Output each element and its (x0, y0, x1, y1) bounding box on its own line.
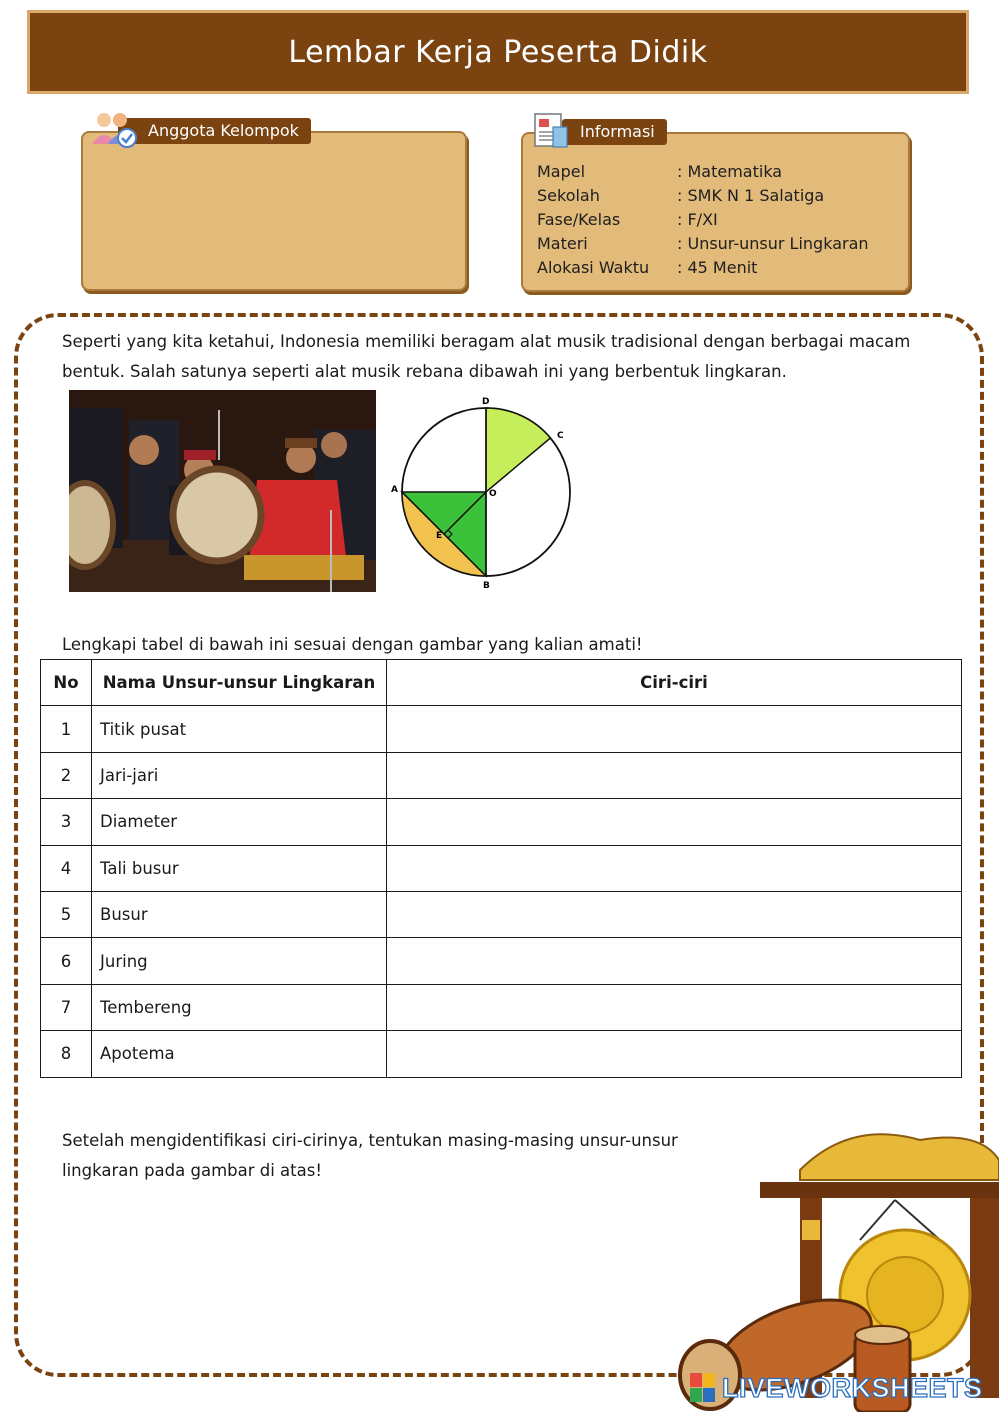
point-e-label: E (436, 531, 443, 541)
row-number: 6 (41, 938, 92, 984)
info-value: : SMK N 1 Salatiga (677, 186, 825, 205)
row-element-name: Jari-jari (92, 752, 387, 798)
circle-diagram (385, 392, 585, 592)
row-number: 8 (41, 1031, 92, 1077)
table-row (41, 891, 962, 937)
group-icon (90, 110, 138, 150)
closing-paragraph (62, 1126, 678, 1186)
table-row (41, 752, 962, 798)
info-row-fase-kelas (537, 210, 718, 229)
traits-answer-cell[interactable] (387, 891, 962, 937)
traits-answer-cell[interactable] (387, 799, 962, 845)
row-element-name: Busur (92, 891, 387, 937)
row-element-name: Apotema (92, 1031, 387, 1077)
closing-line-2: lingkaran pada gambar di atas! (62, 1161, 322, 1180)
closing-line-1: Setelah mengidentifikasi ciri-cirinya, tentukan masing-masing unsur-unsur (62, 1131, 678, 1150)
information-tab-label: Informasi (580, 122, 655, 141)
traits-answer-cell[interactable] (387, 984, 962, 1030)
info-row-materi (537, 234, 869, 253)
row-element-name: Tembereng (92, 984, 387, 1030)
watermark (690, 1372, 983, 1404)
row-element-name: Tali busur (92, 845, 387, 891)
info-row-alokasi-waktu (537, 258, 757, 277)
info-row-sekolah (537, 186, 824, 205)
info-label: Alokasi Waktu (537, 258, 650, 277)
point-o-label: O (489, 489, 497, 499)
row-element-name: Diameter (92, 799, 387, 845)
rebana-photo (69, 390, 376, 592)
table-row (41, 1031, 962, 1077)
row-element-name: Juring (92, 938, 387, 984)
group-members-tab (118, 118, 311, 144)
info-label: Mapel (537, 162, 586, 181)
information-card (521, 132, 910, 292)
table-row (41, 706, 962, 752)
table-row (41, 938, 962, 984)
traits-answer-cell[interactable] (387, 706, 962, 752)
header-no: No (41, 660, 92, 706)
info-value: : 45 Menit (677, 258, 758, 277)
header-traits: Ciri-ciri (387, 660, 962, 706)
table-row (41, 845, 962, 891)
page-title: Lembar Kerja Peserta Didik (288, 34, 708, 70)
traits-answer-cell[interactable] (387, 752, 962, 798)
table-instruction: Lengkapi tabel di bawah ini sesuai dengan gambar yang kalian amati! (62, 635, 643, 654)
table-row (41, 984, 962, 1030)
table-row (41, 799, 962, 845)
group-members-tab-label: Anggota Kelompok (148, 121, 299, 140)
point-d-label: D (482, 397, 490, 407)
document-icon (531, 111, 571, 151)
point-c-label: C (557, 431, 564, 441)
traits-answer-cell[interactable] (387, 1031, 962, 1077)
info-value: : F/XI (677, 210, 718, 229)
intro-line-1: Seperti yang kita ketahui, Indonesia memiliki beragam alat musik tradisional dengan berbagai macam (62, 332, 911, 351)
circle-elements-table (40, 659, 962, 1078)
group-members-card (81, 131, 467, 291)
info-row-mapel (537, 162, 782, 181)
point-a-label: A (391, 485, 398, 495)
row-number: 1 (41, 706, 92, 752)
info-label: Sekolah (537, 186, 600, 205)
information-tab (562, 119, 667, 145)
watermark-text: LIVEWORKSHEETS (722, 1372, 983, 1403)
title-banner (27, 10, 969, 94)
info-label: Materi (537, 234, 588, 253)
row-number: 3 (41, 799, 92, 845)
info-label: Fase/Kelas (537, 210, 621, 229)
info-value: : Unsur-unsur Lingkaran (677, 234, 869, 253)
point-b-label: B (483, 581, 490, 591)
row-number: 4 (41, 845, 92, 891)
row-number: 7 (41, 984, 92, 1030)
row-element-name: Titik pusat (92, 706, 387, 752)
intro-line-2: bentuk. Salah satunya seperti alat musik rebana dibawah ini yang berbentuk lingkaran. (62, 362, 787, 381)
info-value: : Matematika (677, 162, 783, 181)
liveworksheets-logo-icon (690, 1373, 716, 1403)
gamelan-illustration (650, 1120, 999, 1412)
intro-paragraph (62, 327, 910, 387)
row-number: 2 (41, 752, 92, 798)
traits-answer-cell[interactable] (387, 938, 962, 984)
row-number: 5 (41, 891, 92, 937)
traits-answer-cell[interactable] (387, 845, 962, 891)
table-header-row (41, 660, 962, 706)
header-name: Nama Unsur-unsur Lingkaran (92, 660, 387, 706)
